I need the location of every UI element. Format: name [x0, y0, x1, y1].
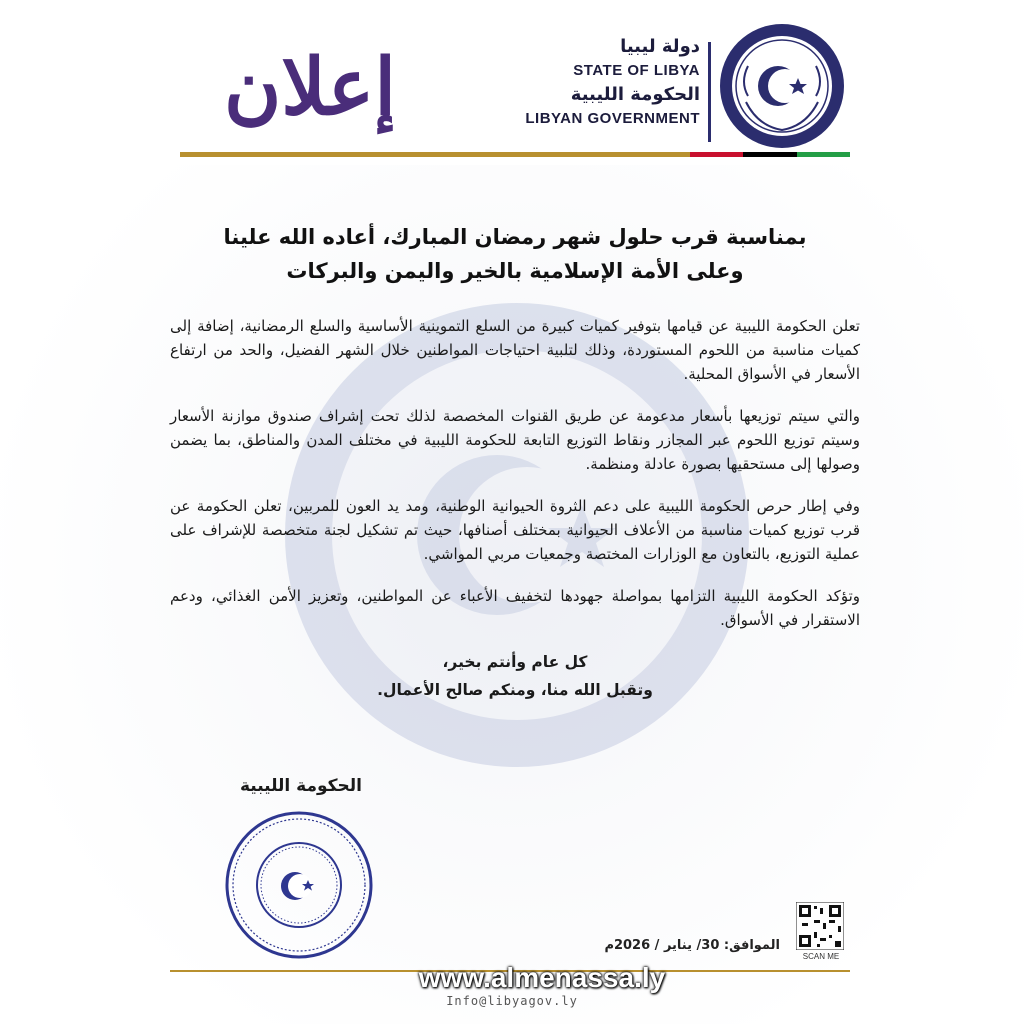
letterhead	[0, 0, 1024, 165]
signature-title: الحكومة الليبية	[239, 776, 363, 796]
headline-line-2: وعلى الأمة الإسلامية بالخير واليمن والبركات	[286, 259, 744, 283]
website-watermark[interactable]: www.almenassa.ly	[418, 962, 666, 993]
paragraph-2: والتي سيتم توزيعها بأسعار مدعومة عن طريق القنوات المخصصة لذلك تحت إشراف صندوق موازنة الأسعار وسيتم توزيع اللحوم عبر المجازر ونقاط التوزيع التابعة للحكومة الليبية في مختلف المدن والمناطق، بما يضمن وصولها إلى مستحقيها بصورة عادلة ومنظمة.	[170, 407, 860, 473]
announcement-title: إعلان	[223, 42, 397, 133]
government-emblem-icon	[718, 22, 846, 150]
document-date: الموافق: 30/ يناير / 2026م	[604, 938, 780, 953]
scan-me-label: SCAN ME	[802, 952, 840, 961]
closing-greeting	[170, 648, 860, 704]
announcement-body	[170, 220, 860, 704]
paragraph-1: تعلن الحكومة الليبية عن قيامها بتوفير كميات كبيرة من السلع التموينية الأساسية والسلع الرمضانية، إضافة إلى كميات مناسبة من اللحوم المستوردة، وذلك لتلبية احتياجات المواطنين خلال الشهر الفضيل، والحد من ارتفاع الأسعار في الأسواق المحلية.	[170, 317, 860, 383]
headline-line-1: بمناسبة قرب حلول شهر رمضان المبارك، أعاده الله علينا	[223, 225, 807, 249]
paragraph-4: وتؤكد الحكومة الليبية التزامها بمواصلة جهودها لتخفيف الأعباء عن المواطنين، وتعزيز الأمن الغذائي، ودعم الاستقرار في الأسواق.	[170, 587, 860, 629]
government-name-en: LIBYAN GOVERNMENT	[525, 110, 700, 127]
contact-email[interactable]: Info@libyagov.ly	[446, 994, 578, 1008]
headline	[170, 220, 860, 288]
closing-line-1: كل عام وأنتم بخير،	[442, 653, 588, 671]
libya-flag-stripe	[690, 152, 850, 157]
official-stamp-icon	[224, 810, 374, 960]
closing-line-2: وتقبل الله منا، ومنكم صالح الأعمال.	[377, 681, 653, 699]
header-divider	[708, 42, 711, 142]
state-name-en: STATE OF LIBYA	[573, 62, 700, 79]
paragraph-3: وفي إطار حرص الحكومة الليبية على دعم الثروة الحيوانية الوطنية، ومد يد العون للمربين، تعلن الحكومة عن قرب توزيع كميات مناسبة من الأعلاف الحيوانية بمختلف أصنافها، حيث تم تشكيل لجنة متخصصة للإشراف على عملية التوزيع، بالتعاون مع الوزارات المختصة وجمعيات مربي المواشي.	[170, 497, 860, 563]
qr-code-icon[interactable]	[796, 902, 844, 950]
government-name-block	[520, 34, 700, 130]
government-name-ar: الحكومة الليبية	[570, 84, 700, 105]
state-name-ar: دولة ليبيا	[620, 36, 700, 57]
